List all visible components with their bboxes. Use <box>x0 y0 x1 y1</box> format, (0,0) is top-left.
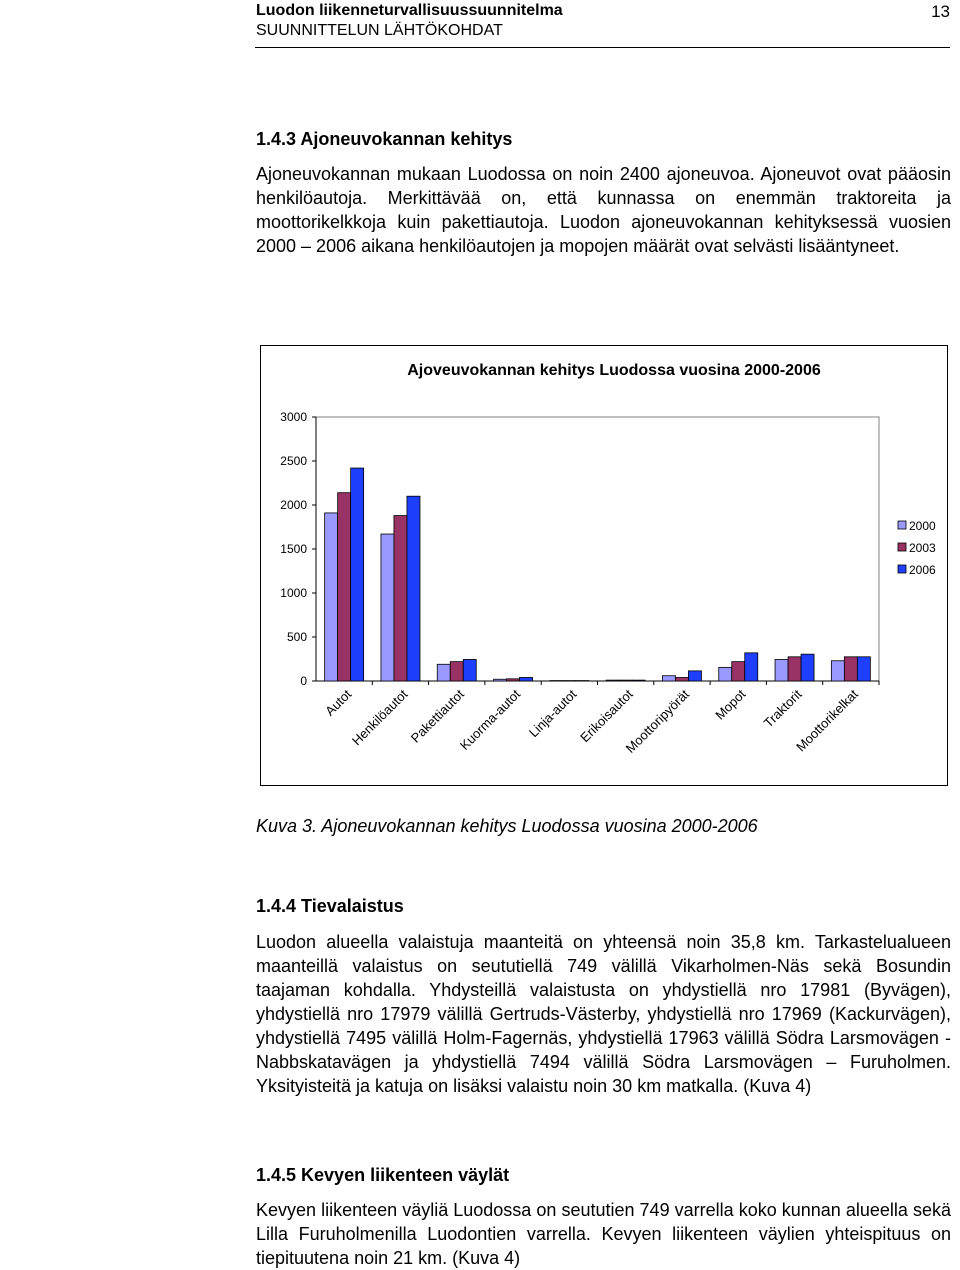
x-tick-label: Autot <box>322 686 355 719</box>
bar-2003 <box>507 679 520 681</box>
x-tick-label: Mopot <box>712 686 749 723</box>
figure-caption: Kuva 3. Ajoneuvokannan kehitys Luodossa vuosina 2000-2006 <box>256 816 758 836</box>
bar-2000 <box>662 676 675 681</box>
bar-2003 <box>788 657 801 681</box>
bar-2006 <box>632 680 645 681</box>
bar-2000 <box>831 661 844 681</box>
bar-2000 <box>719 667 732 681</box>
bar-2000 <box>550 681 563 682</box>
bar-2000 <box>494 679 507 681</box>
bar-2006 <box>351 468 364 681</box>
bar-2003 <box>844 657 857 681</box>
bar-2006 <box>463 659 476 681</box>
bar-2003 <box>675 677 688 681</box>
y-tick-label: 2000 <box>280 498 307 512</box>
bar-2000 <box>606 680 619 681</box>
bar-2003 <box>394 516 407 681</box>
x-tick-label: Henkilöautot <box>348 686 411 749</box>
header-divider <box>255 47 950 48</box>
bar-2000 <box>325 513 338 681</box>
page-number: 13 <box>931 2 950 21</box>
bar-2006 <box>576 681 589 682</box>
section-paragraph-1-4-5: Kevyen liikenteen väyliä Luodossa on seututien 749 varrella koko kunnan alueella sekä Lilla Furuholmenilla Luodontien varrella. Kevyen liikenteen väylien yhteispituus on tiepituutena noin 21 km. (Kuva 4) <box>256 1200 951 1268</box>
x-tick-label: Kuorma-autot <box>456 686 524 753</box>
legend-swatch <box>898 565 906 573</box>
legend-swatch <box>898 543 906 551</box>
section-paragraph-1-4-4: Luodon alueella valaistuja maanteitä on yhteensä noin 35,8 km. Tarkastelualueen maanteillä valaistus on seututiellä 749 välillä Vikarholmen-Näs sekä Bosundin taajaman kohdalla. Yhdysteillä valaistusta on yhdystiellä nro 17981 (Byvägen), yhdystiellä nro 17979 välillä Gertruds-Västerby, yhdystiellä nro 17969 (Kackurvägen), yhdystiellä 7495 välillä Holm-Fagernäs, yhdystiellä 17963 välillä Södra Larsmovägen - Nabbskatavägen ja yhdystiellä 7494 välillä Södra Larsmovägen – Furuholmen. Yksityisteitä ja katuja on lisäksi valaistu noin 30 km matkalla. (Kuva 4) <box>256 932 951 1096</box>
vehicle-fleet-chart <box>260 345 949 787</box>
bar-2006 <box>688 671 701 681</box>
section-paragraph-1-4-3: Ajoneuvokannan mukaan Luodossa on noin 2400 ajoneuvoa. Ajoneuvot ovat pääosin henkilöautoja. Merkittävää on, että kunnassa on enemmän traktoreita ja moottorikelkkoja kuin pakettiautoja. Luodon ajoneuvokannan kehityksessä vuosien 2000 – 2006 aikana henkilöautojen ja mopojen määrät ovat selvästi lisääntyneet. <box>256 164 951 256</box>
bar-2003 <box>450 662 463 681</box>
y-tick-label: 2500 <box>280 454 307 468</box>
y-tick-label: 1500 <box>280 542 307 556</box>
x-tick-label: Linja-autot <box>525 686 580 741</box>
bar-2000 <box>775 659 788 681</box>
document-subtitle: SUUNNITTELUN LÄHTÖKOHDAT <box>256 22 503 39</box>
chart-title: Ajoveuvokannan kehitys Luodossa vuosina 2000-2006 <box>407 362 821 379</box>
legend-label: 2003 <box>909 541 936 555</box>
y-tick-label: 0 <box>300 674 307 688</box>
bar-2003 <box>732 662 745 681</box>
bar-2006 <box>857 657 870 681</box>
legend-swatch <box>898 521 906 529</box>
bar-2006 <box>745 653 758 681</box>
bar-2006 <box>520 677 533 681</box>
document-title: Luodon liikenneturvallisuussuunnitelma <box>256 2 563 19</box>
bar-2003 <box>619 680 632 681</box>
bar-2000 <box>381 534 394 681</box>
x-tick-label: Erikoisautot <box>577 686 636 746</box>
x-tick-label: Traktorit <box>760 686 805 731</box>
bar-2006 <box>801 654 814 681</box>
legend <box>898 519 936 577</box>
x-tick-label: Pakettiautot <box>407 686 467 746</box>
bar-2000 <box>437 664 450 681</box>
x-tick-label: Moottoripyörät <box>622 686 693 756</box>
legend-label: 2006 <box>909 563 936 577</box>
y-tick-label: 1000 <box>280 586 307 600</box>
section-heading-1-4-3: 1.4.3 Ajoneuvokannan kehitys <box>256 129 513 149</box>
section-heading-1-4-5: 1.4.5 Kevyen liikenteen väylät <box>256 1165 510 1185</box>
y-tick-label: 3000 <box>280 410 307 424</box>
section-heading-1-4-4: 1.4.4 Tievalaistus <box>256 896 404 916</box>
bar-2003 <box>338 493 351 681</box>
bar-2006 <box>407 496 420 681</box>
bar-2003 <box>563 681 576 682</box>
y-tick-label: 500 <box>286 630 307 644</box>
legend-label: 2000 <box>909 519 936 533</box>
x-tick-label: Moottorikelkat <box>793 686 861 755</box>
